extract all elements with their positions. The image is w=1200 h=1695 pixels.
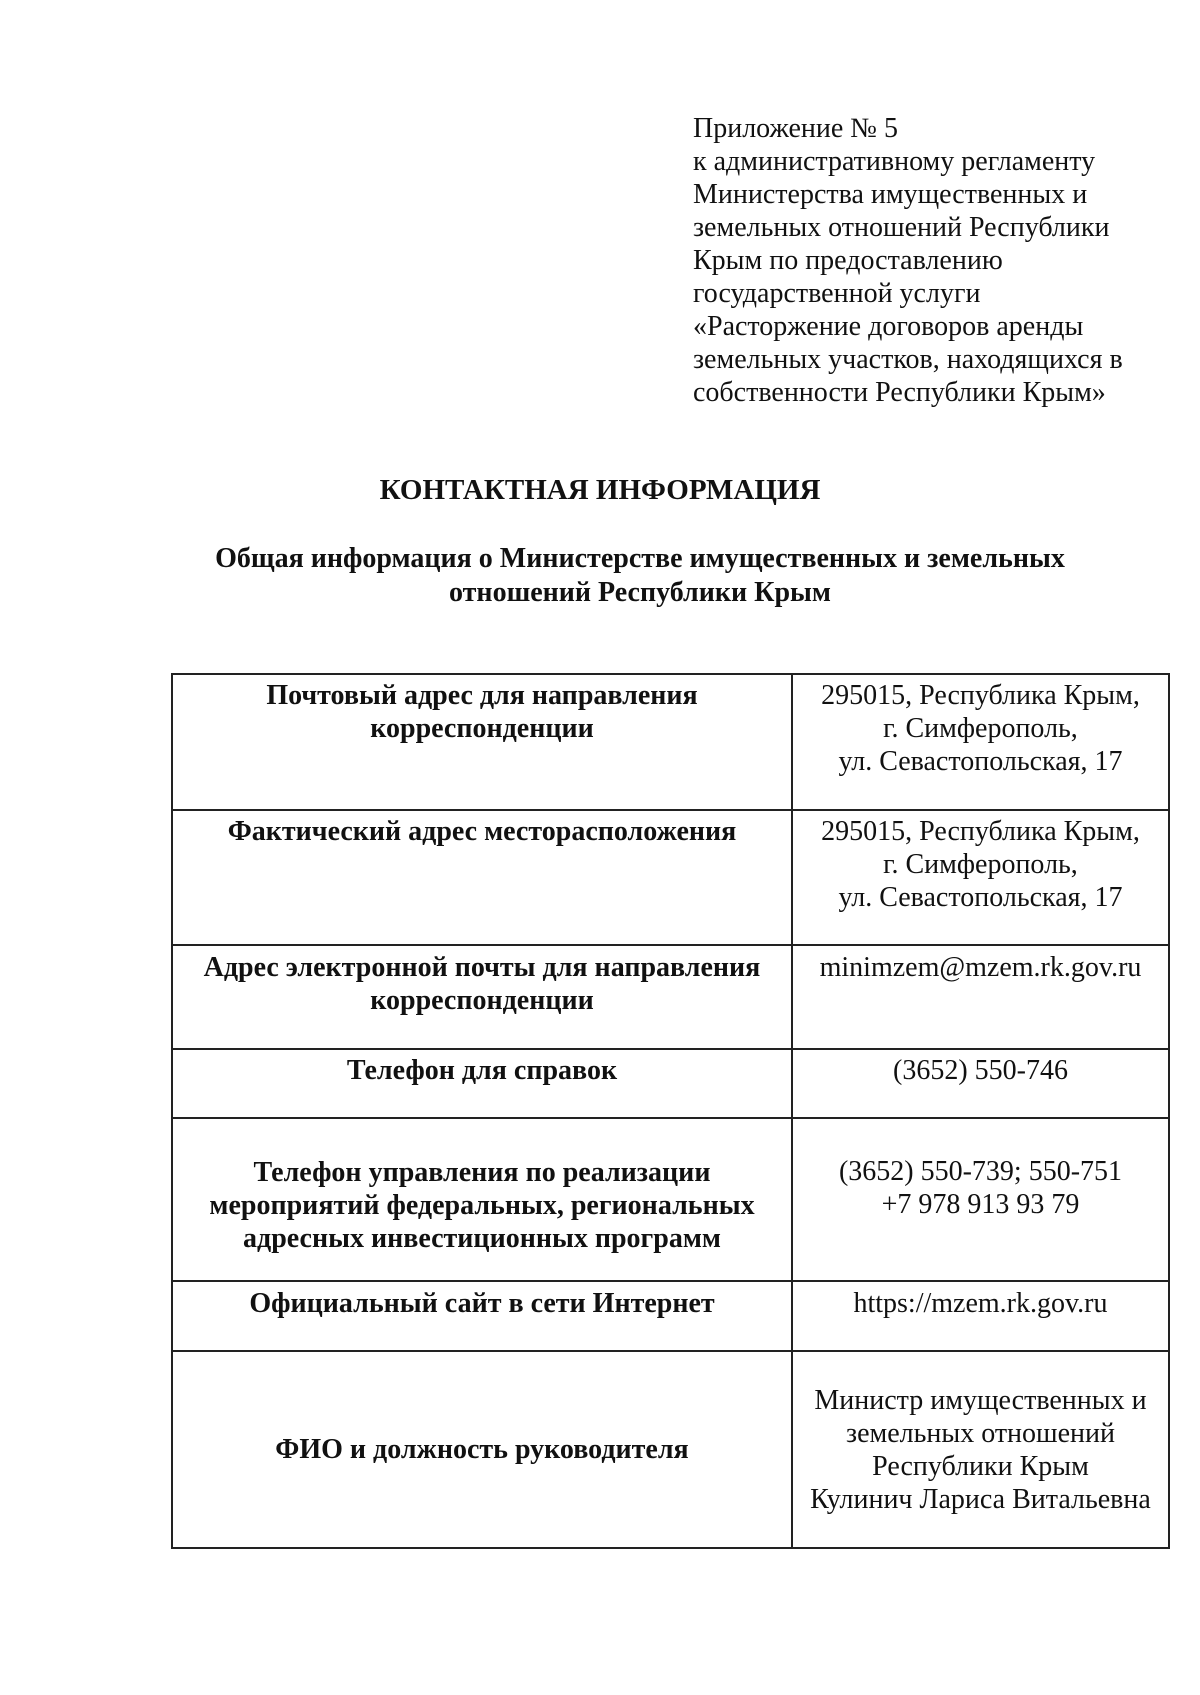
postal-address-value-line-1: 295015, Республика Крым, — [821, 680, 1140, 711]
inquiry-phone-label — [172, 1049, 792, 1118]
inquiry-phone-label-line-1: Телефон для справок — [346, 1055, 618, 1086]
appendix-line-5: Крым по предоставлению — [693, 245, 1003, 276]
contact-table — [171, 673, 1170, 1549]
postal-address-value-line-3: ул. Севастопольская, 17 — [838, 746, 1123, 777]
programs-phone-label-line-2: мероприятий федеральных, региональных — [209, 1190, 755, 1221]
website-label — [172, 1281, 792, 1351]
head-label-line-1: ФИО и должность руководителя — [275, 1434, 689, 1465]
document-subtitle — [160, 542, 1120, 610]
head-full-name: Кулинич Лариса Витальевна — [810, 1483, 1151, 1515]
actual-address-value-line-1: 295015, Республика Крым, — [821, 816, 1140, 847]
programs-phone-label-line-3: адресных инвестиционных программ — [243, 1223, 721, 1254]
email-label-line-2: корреспонденции — [370, 985, 594, 1016]
head-position-line-2: земельных отношений — [846, 1417, 1115, 1449]
actual-address-value-line-2: г. Симферополь, — [883, 849, 1078, 880]
document-title: КОНТАКТНАЯ ИНФОРМАЦИЯ — [379, 474, 821, 506]
email-address: minimzem@mzem.rk.gov.ru — [819, 952, 1142, 983]
table-row-email — [172, 945, 1169, 1049]
appendix-line-2: к административному регламенту — [693, 146, 1096, 177]
actual-address-value-line-3: ул. Севастопольская, 17 — [838, 882, 1123, 913]
actual-address-label — [172, 810, 792, 945]
programs-phone-label-line-1: Телефон управления по реализации — [253, 1157, 711, 1188]
postal-address-label-line-2: корреспонденции — [370, 713, 594, 744]
website-url: https://mzem.rk.gov.ru — [853, 1288, 1108, 1319]
subtitle-line-2: отношений Республики Крым — [449, 577, 831, 608]
email-value — [792, 945, 1169, 1049]
table-row-head — [172, 1351, 1169, 1548]
appendix-line-8: земельных участков, находящихся в — [693, 344, 1123, 375]
actual-address-value — [792, 810, 1169, 945]
appendix-line-9: собственности Республики Крым» — [693, 377, 1106, 408]
subtitle-line-1: Общая информация о Министерстве имущественных и земельных — [215, 543, 1065, 574]
table-row-actual-address — [172, 810, 1169, 945]
head-position-line-3: Республики Крым — [872, 1450, 1089, 1482]
appendix-line-7: «Расторжение договоров аренды — [693, 311, 1084, 342]
appendix-block — [693, 112, 1153, 409]
programs-department-phone-value — [792, 1118, 1169, 1281]
head-position-line-1: Министр имущественных и — [814, 1384, 1147, 1416]
appendix-line-6: государственной услуги — [693, 278, 981, 309]
head-value — [792, 1351, 1169, 1548]
inquiry-phone-value — [792, 1049, 1169, 1118]
appendix-line-3: Министерства имущественных и — [693, 179, 1088, 210]
programs-phone-number-2: +7 978 913 93 79 — [881, 1189, 1080, 1220]
table-row-website — [172, 1281, 1169, 1351]
appendix-line-1: Приложение № 5 — [693, 113, 898, 144]
website-value — [792, 1281, 1169, 1351]
table-row-inquiry-phone — [172, 1049, 1169, 1118]
postal-address-value-line-2: г. Симферополь, — [883, 713, 1078, 744]
appendix-line-4: земельных отношений Республики — [693, 212, 1110, 243]
table-row-programs-department-phone — [172, 1118, 1169, 1281]
website-label-line-1: Официальный сайт в сети Интернет — [249, 1288, 715, 1319]
programs-department-phone-label — [172, 1118, 792, 1281]
programs-phone-number-1: (3652) 550-739; 550-751 — [838, 1156, 1123, 1187]
email-label — [172, 945, 792, 1049]
inquiry-phone-number: (3652) 550-746 — [893, 1055, 1068, 1086]
email-label-line-1: Адрес электронной почты для направления — [203, 952, 761, 983]
postal-address-value — [792, 674, 1169, 810]
table-row-postal-address — [172, 674, 1169, 810]
head-label — [172, 1351, 792, 1548]
postal-address-label — [172, 674, 792, 810]
actual-address-label-line-1: Фактический адрес месторасположения — [227, 816, 737, 847]
postal-address-label-line-1: Почтовый адрес для направления — [266, 680, 698, 711]
